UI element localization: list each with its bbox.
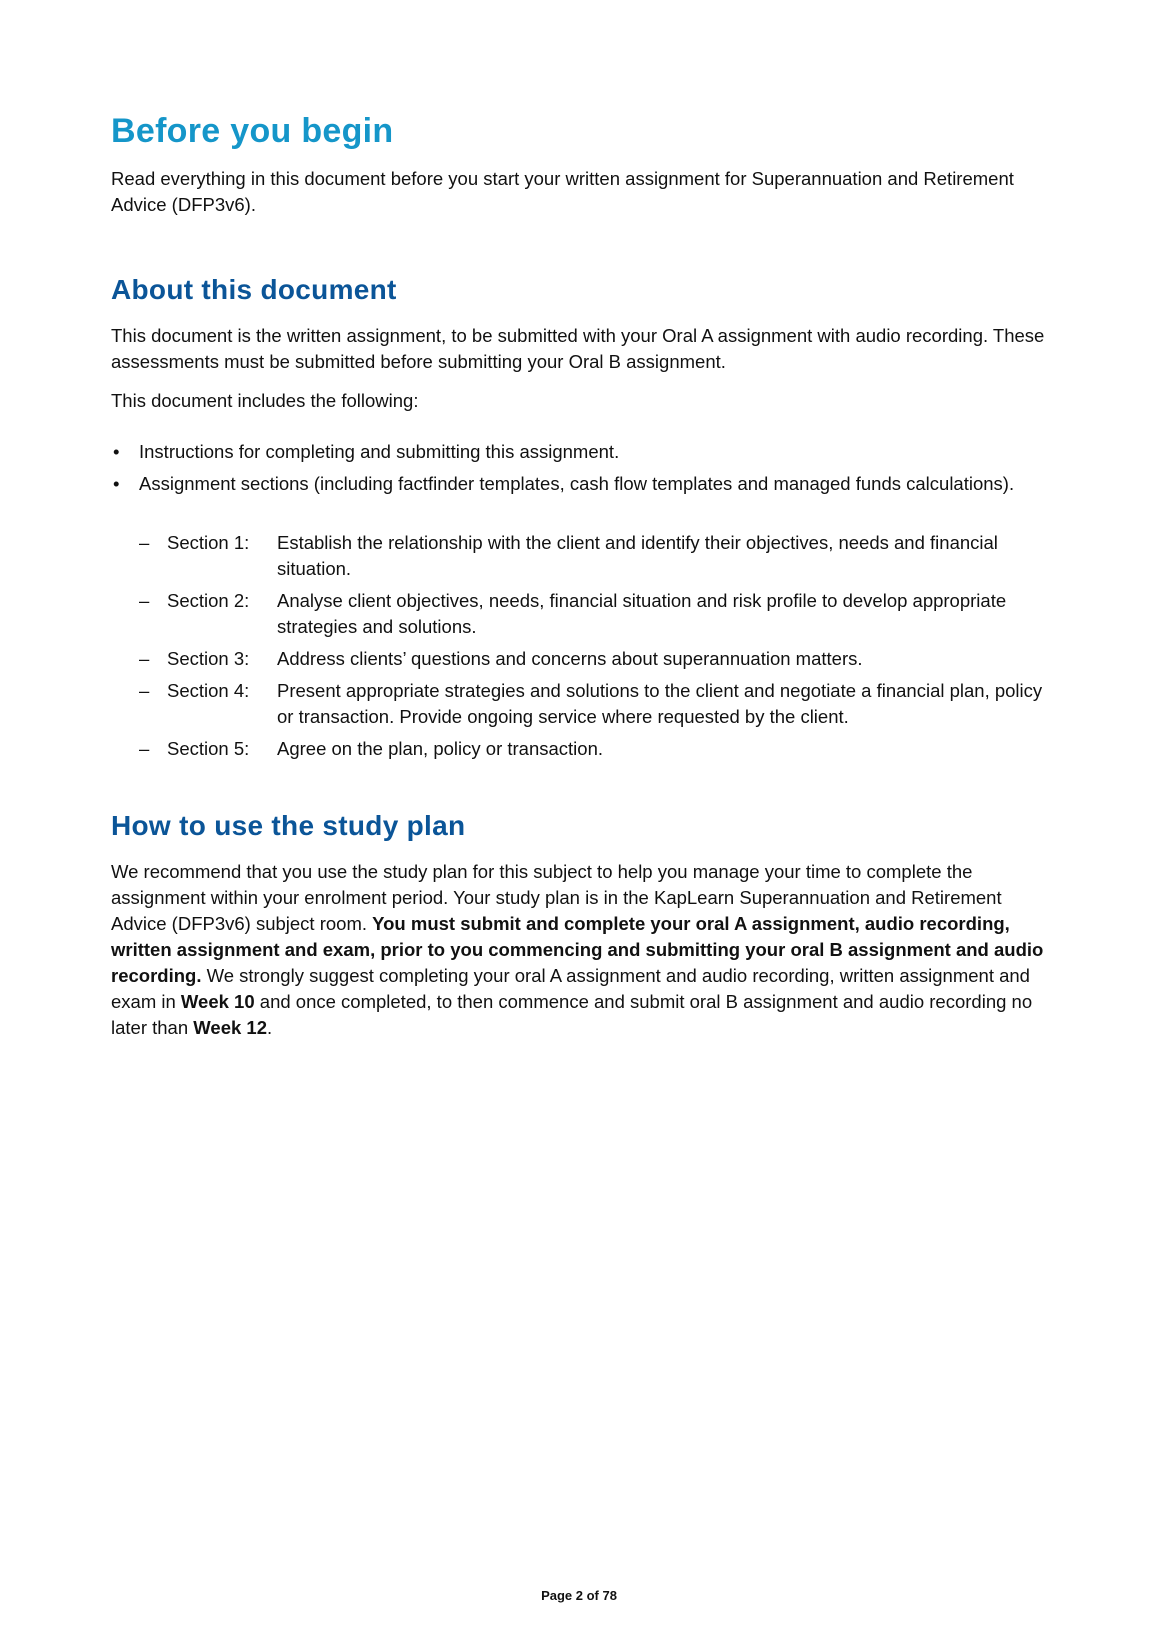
section-item-2 [139,588,1051,640]
list-item: • Assignment sections (including factfinder templates, cash flow templates and managed funds calculations). [111,471,1051,497]
section-item-4 [139,678,1051,730]
section-text: Address clients’ questions and concerns about superannuation matters. [277,648,863,669]
study-text-4: . [267,1017,273,1038]
section-item-1 [139,530,1051,582]
dash-marker: – [139,590,150,611]
dash-marker: – [139,738,150,759]
study-text-2: We strongly suggest completing your oral A assignment and audio recording, written assignment and exam in [111,965,1030,1012]
section-item-3 [139,646,1051,672]
section-text: Present appropriate strategies and solutions to the client and negotiate a financial plan, policy or transaction. Provide ongoing service where requested by the client. [277,680,1043,727]
dash-marker: – [139,680,150,701]
page-number: Page 2 of 78 [541,1588,617,1603]
section-label: Section 3: [167,648,250,669]
includes-paragraph: This document includes the following: [111,390,419,411]
section-label: Section 1: [167,532,250,553]
about-paragraph: This document is the written assignment, to be submitted with your Oral A assignment with audio recording. These assessments must be submitted before submitting your Oral B assignment. [111,325,1045,372]
section-text: Establish the relationship with the client and identify their objectives, needs and financial situation. [277,532,998,579]
list-item: • Instructions for completing and submitting this assignment. [111,439,1051,465]
section-label: Section 5: [167,738,250,759]
dash-marker: – [139,532,150,553]
week-10-text: Week 10 [180,991,255,1012]
intro-paragraph: Read everything in this document before you start your written assignment for Superannuation and Retirement Advice (DFP3v6). [111,168,1014,215]
section-label: Section 4: [167,680,250,701]
section-text: Agree on the plan, policy or transaction. [277,738,603,759]
dash-marker: – [139,648,150,669]
section-text: Analyse client objectives, needs, financial situation and risk profile to develop appropriate strategies and solutions. [277,590,1007,637]
section-label: Section 2: [167,590,250,611]
study-plan-paragraph [111,859,1051,1041]
study-plan-heading: How to use the study plan [111,810,466,841]
study-text-3: and once completed, to then commence and submit oral B assignment and audio recording no later than [111,991,1033,1038]
study-text-bold: You must submit and complete your oral A assignment, audio recording, written assignment and exam, prior to you commencing and submitting your oral B assignment and audio recording. [111,913,1044,986]
section-item-5 [139,736,1051,762]
page-title: Before you begin [111,112,394,150]
contents-bullet-list [111,439,1051,503]
about-heading: About this document [111,274,397,305]
week-12-text: Week 12 [193,1017,267,1038]
study-text-1: We recommend that you use the study plan for this subject to help you manage your time to complete the assignment within your enrolment period. Your study plan is in the KapLearn Superannuation and Retirement Advice (DFP3v6) subject room. [111,861,1002,934]
sections-list [139,530,1051,768]
